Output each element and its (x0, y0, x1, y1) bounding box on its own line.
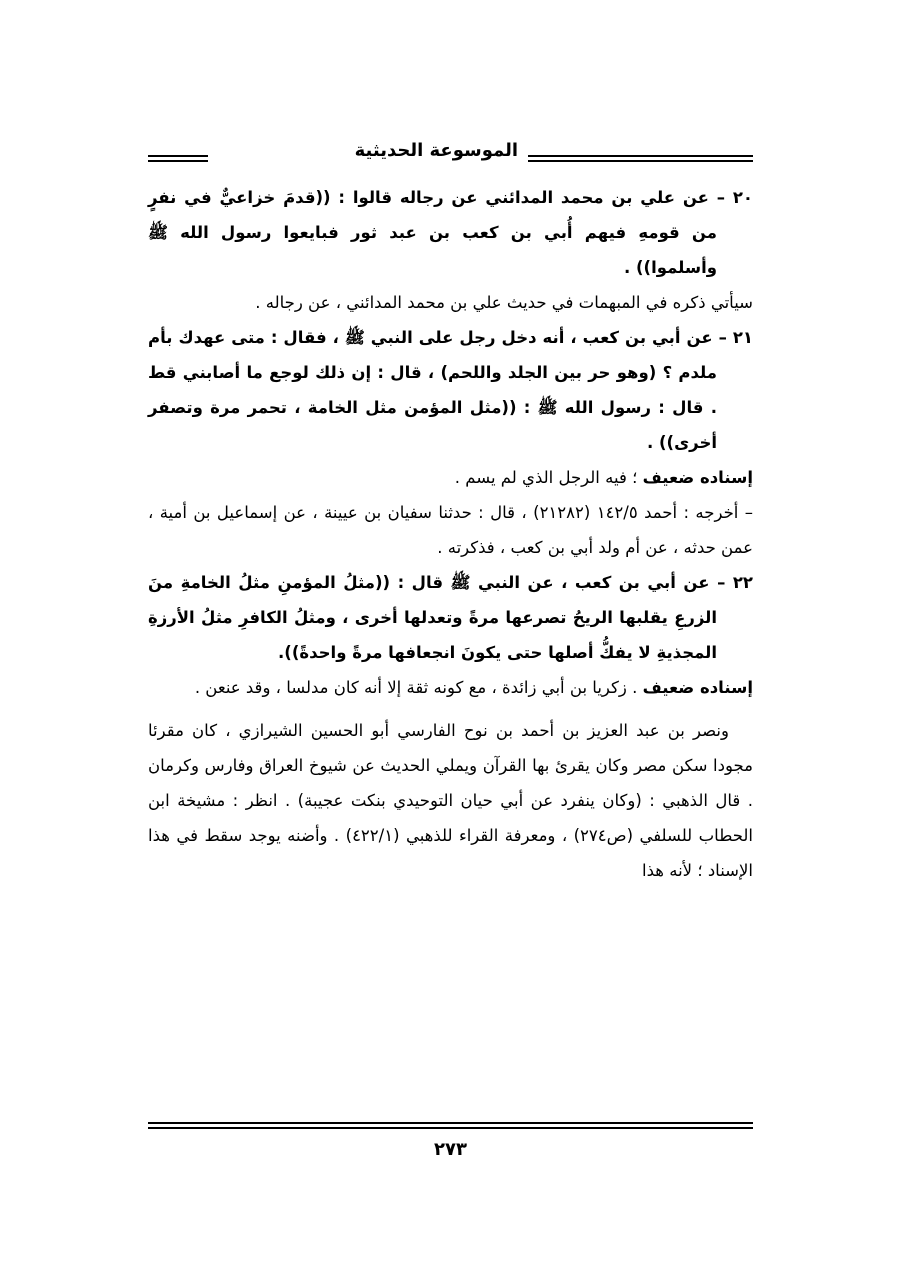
page-footer (148, 1122, 753, 1160)
grading-label: إسناده ضعيف (642, 468, 753, 487)
narrator-note-paragraph (148, 713, 753, 888)
hadith-number: ٢٢ – (717, 573, 753, 592)
hadith-number: ٢١ – (718, 328, 753, 347)
hadith-20 (148, 180, 753, 285)
header-rule-left (148, 155, 208, 162)
hadith-number: ٢٠ – (716, 188, 753, 207)
takhrij-paragraph (148, 495, 753, 565)
running-header (148, 140, 753, 170)
hadith-text: عن أبي بن كعب ، عن النبي ﷺ قال : ((مثلُ المؤمنِ مثلُ الخامةِ منَ الزرعِ يقلبها الريحُ تصرعها مرةً وتعدلها أخرى ، ومثلُ الكافرِ مثلُ الأرزةِ المجذيةِ لا يفكُّ أصلها حتى يكونَ انجعافها مرةً واحدةً)). (148, 573, 718, 662)
note-text: سيأتي ذكره في المبهمات في حديث علي بن محمد المدائني ، عن رجاله . (255, 293, 753, 312)
grading-paragraph (148, 670, 753, 705)
narrator-note-text: ونصر بن عبد العزيز بن أحمد بن نوح الفارسي أبو الحسين الشيرازي ، كان مقرئا مجودا سكن مصر وكان يقرئ بها القرآن ويملي الحديث عن شيوخ العراق وفارس وكرمان . قال الذهبي : (وكان ينفرد عن أبي حيان التوحيدي بنكت عجيبة) . انظر : مشيخة ابن الحطاب للسلفي (ص٢٧٤) ، ومعرفة القراء للذهبي (٤٢٢/١) . وأضنه يوجد سقط في هذا الإسناد ؛ لأنه هذا (148, 721, 753, 880)
grading-label: إسناده ضعيف (642, 678, 753, 697)
grading-text: . زكريا بن أبي زائدة ، مع كونه ثقة إلا أنه كان مدلسا ، وقد عنعن . (194, 678, 643, 697)
hadith-22 (148, 565, 753, 670)
note-paragraph (148, 285, 753, 320)
header-rule-right (528, 155, 753, 162)
page-body (148, 180, 753, 888)
hadith-text: عن أبي بن كعب ، أنه دخل رجل على النبي ﷺ ، فقال : متى عهدك بأم ملدم ؟ (وهو حر بين الجلد واللحم) ، قال : إن ذلك لوجع ما أصابني قط . قال : رسول الله ﷺ : ((مثل المؤمن مثل الخامة ، تحمر مرة وتصفر أخرى)) . (148, 328, 719, 452)
grading-text: ؛ فيه الرجل الذي لم يسم . (454, 468, 643, 487)
header-title: الموسوعة الحديثية (354, 140, 518, 161)
grading-paragraph (148, 460, 753, 495)
takhrij-text: – أخرجه : أحمد ١٤٢/٥ (٢١٢٨٢) ، قال : حدثنا سفيان بن عيينة ، عن إسماعيل بن أمية ، عمن حدثه ، عن أم ولد أبي بن كعب ، فذكرته . (148, 503, 753, 557)
hadith-text: عن علي بن محمد المدائني عن رجاله قالوا : ((قدمَ خزاعيٌّ في نفرٍ من قومهِ فيهم أُبي بن كعب بن عبد ثور فبايعوا رسول الله ﷺ وأسلموا)) . (148, 188, 717, 277)
footer-rule (148, 1122, 753, 1129)
page-number: ٢٧٣ (434, 1139, 467, 1160)
hadith-21 (148, 320, 753, 460)
